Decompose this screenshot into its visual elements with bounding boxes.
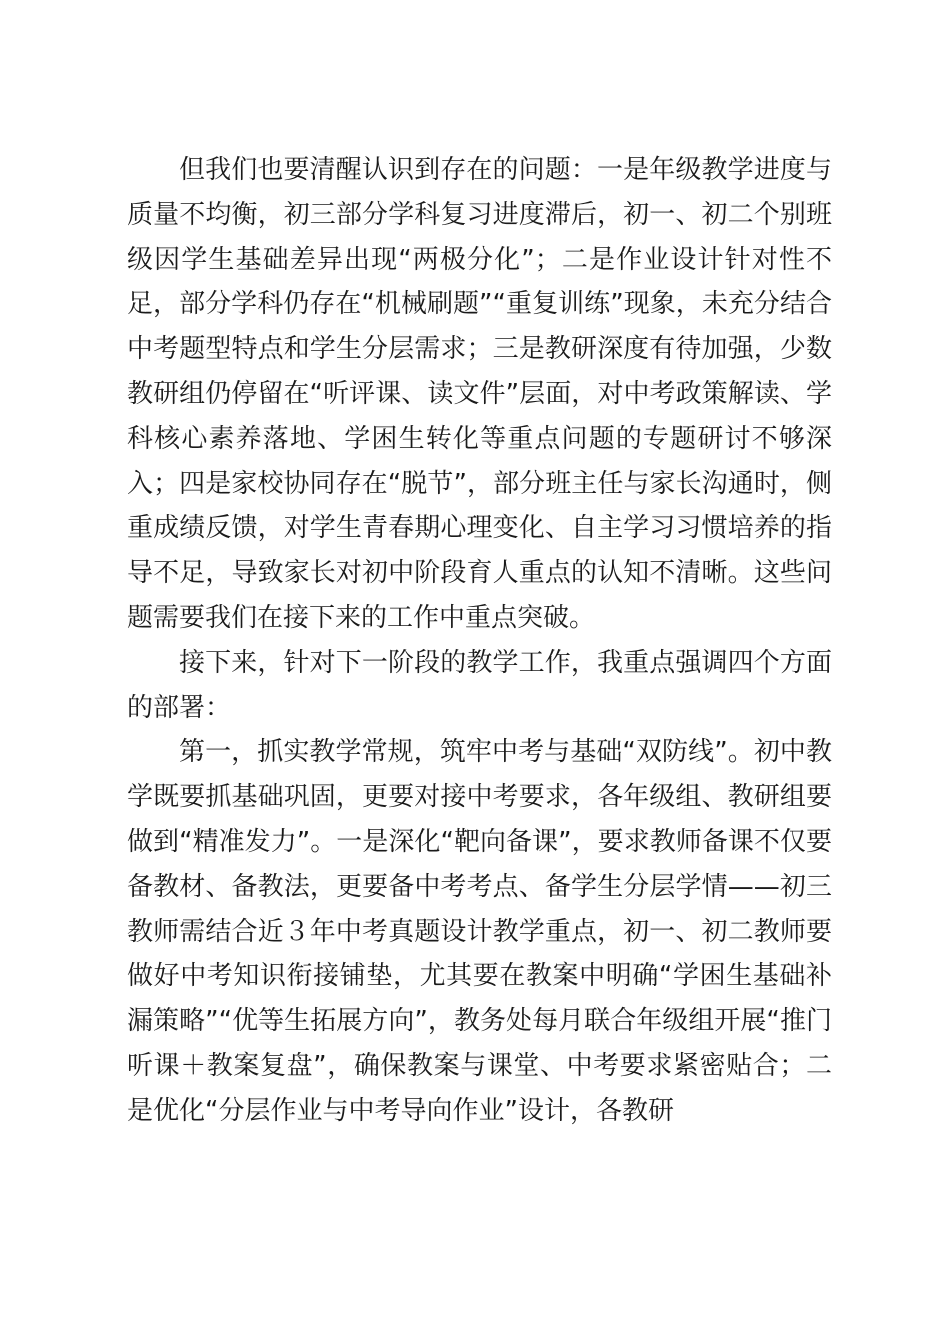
paragraph-problems: 但我们也要清醒认识到存在的问题：一是年级教学进度与质量不均衡，初三部分学科复习进度滞后，初一、初二个别班级因学生基础差异出现“两极分化”；二是作业设计针对性不足，部分学科仍存在“机械刷题”“重复训练”现象，未充分结合中考题型特点和学生分层需求；三是教研深度有待加强，少数教研组仍停留在“听评课、读文件”层面，对中考政策解读、学科核心素养落地、学困生转化等重点问题的专题研讨不够深入；四是家校协同存在“脱节”，部分班主任与家长沟通时，侧重成绩反馈，对学生青春期心理变化、自主学习习惯培养的指导不足，导致家长对初中阶段育人重点的认知不清晰。这些问题需要我们在接下来的工作中重点突破。	[127, 155, 832, 633]
paragraph-deployment-intro: 接下来，针对下一阶段的教学工作，我重点强调四个方面的部署：	[127, 647, 832, 723]
paragraph-first-point: 第一，抓实教学常规，筑牢中考与基础“双防线”。初中教学既要抓基础巩固，更要对接中考要求，各年级组、教研组要做到“精准发力”。一是深化“靶向备课”，要求教师备课不仅要备教材、备教法，更要备中考考点、备学生分层学情——初三教师需结合近３年中考真题设计教学重点，初一、初二教师要做好中考知识衔接铺垫，尤其要在教案中明确“学困生基础补漏策略”“优等生拓展方向”，教务处每月联合年级组开展“推门听课＋教案复盘”，确保教案与课堂、中考要求紧密贴合；二是优化“分层作业与中考导向作业”设计，各教研	[127, 737, 832, 1126]
document-page	[127, 148, 832, 1134]
